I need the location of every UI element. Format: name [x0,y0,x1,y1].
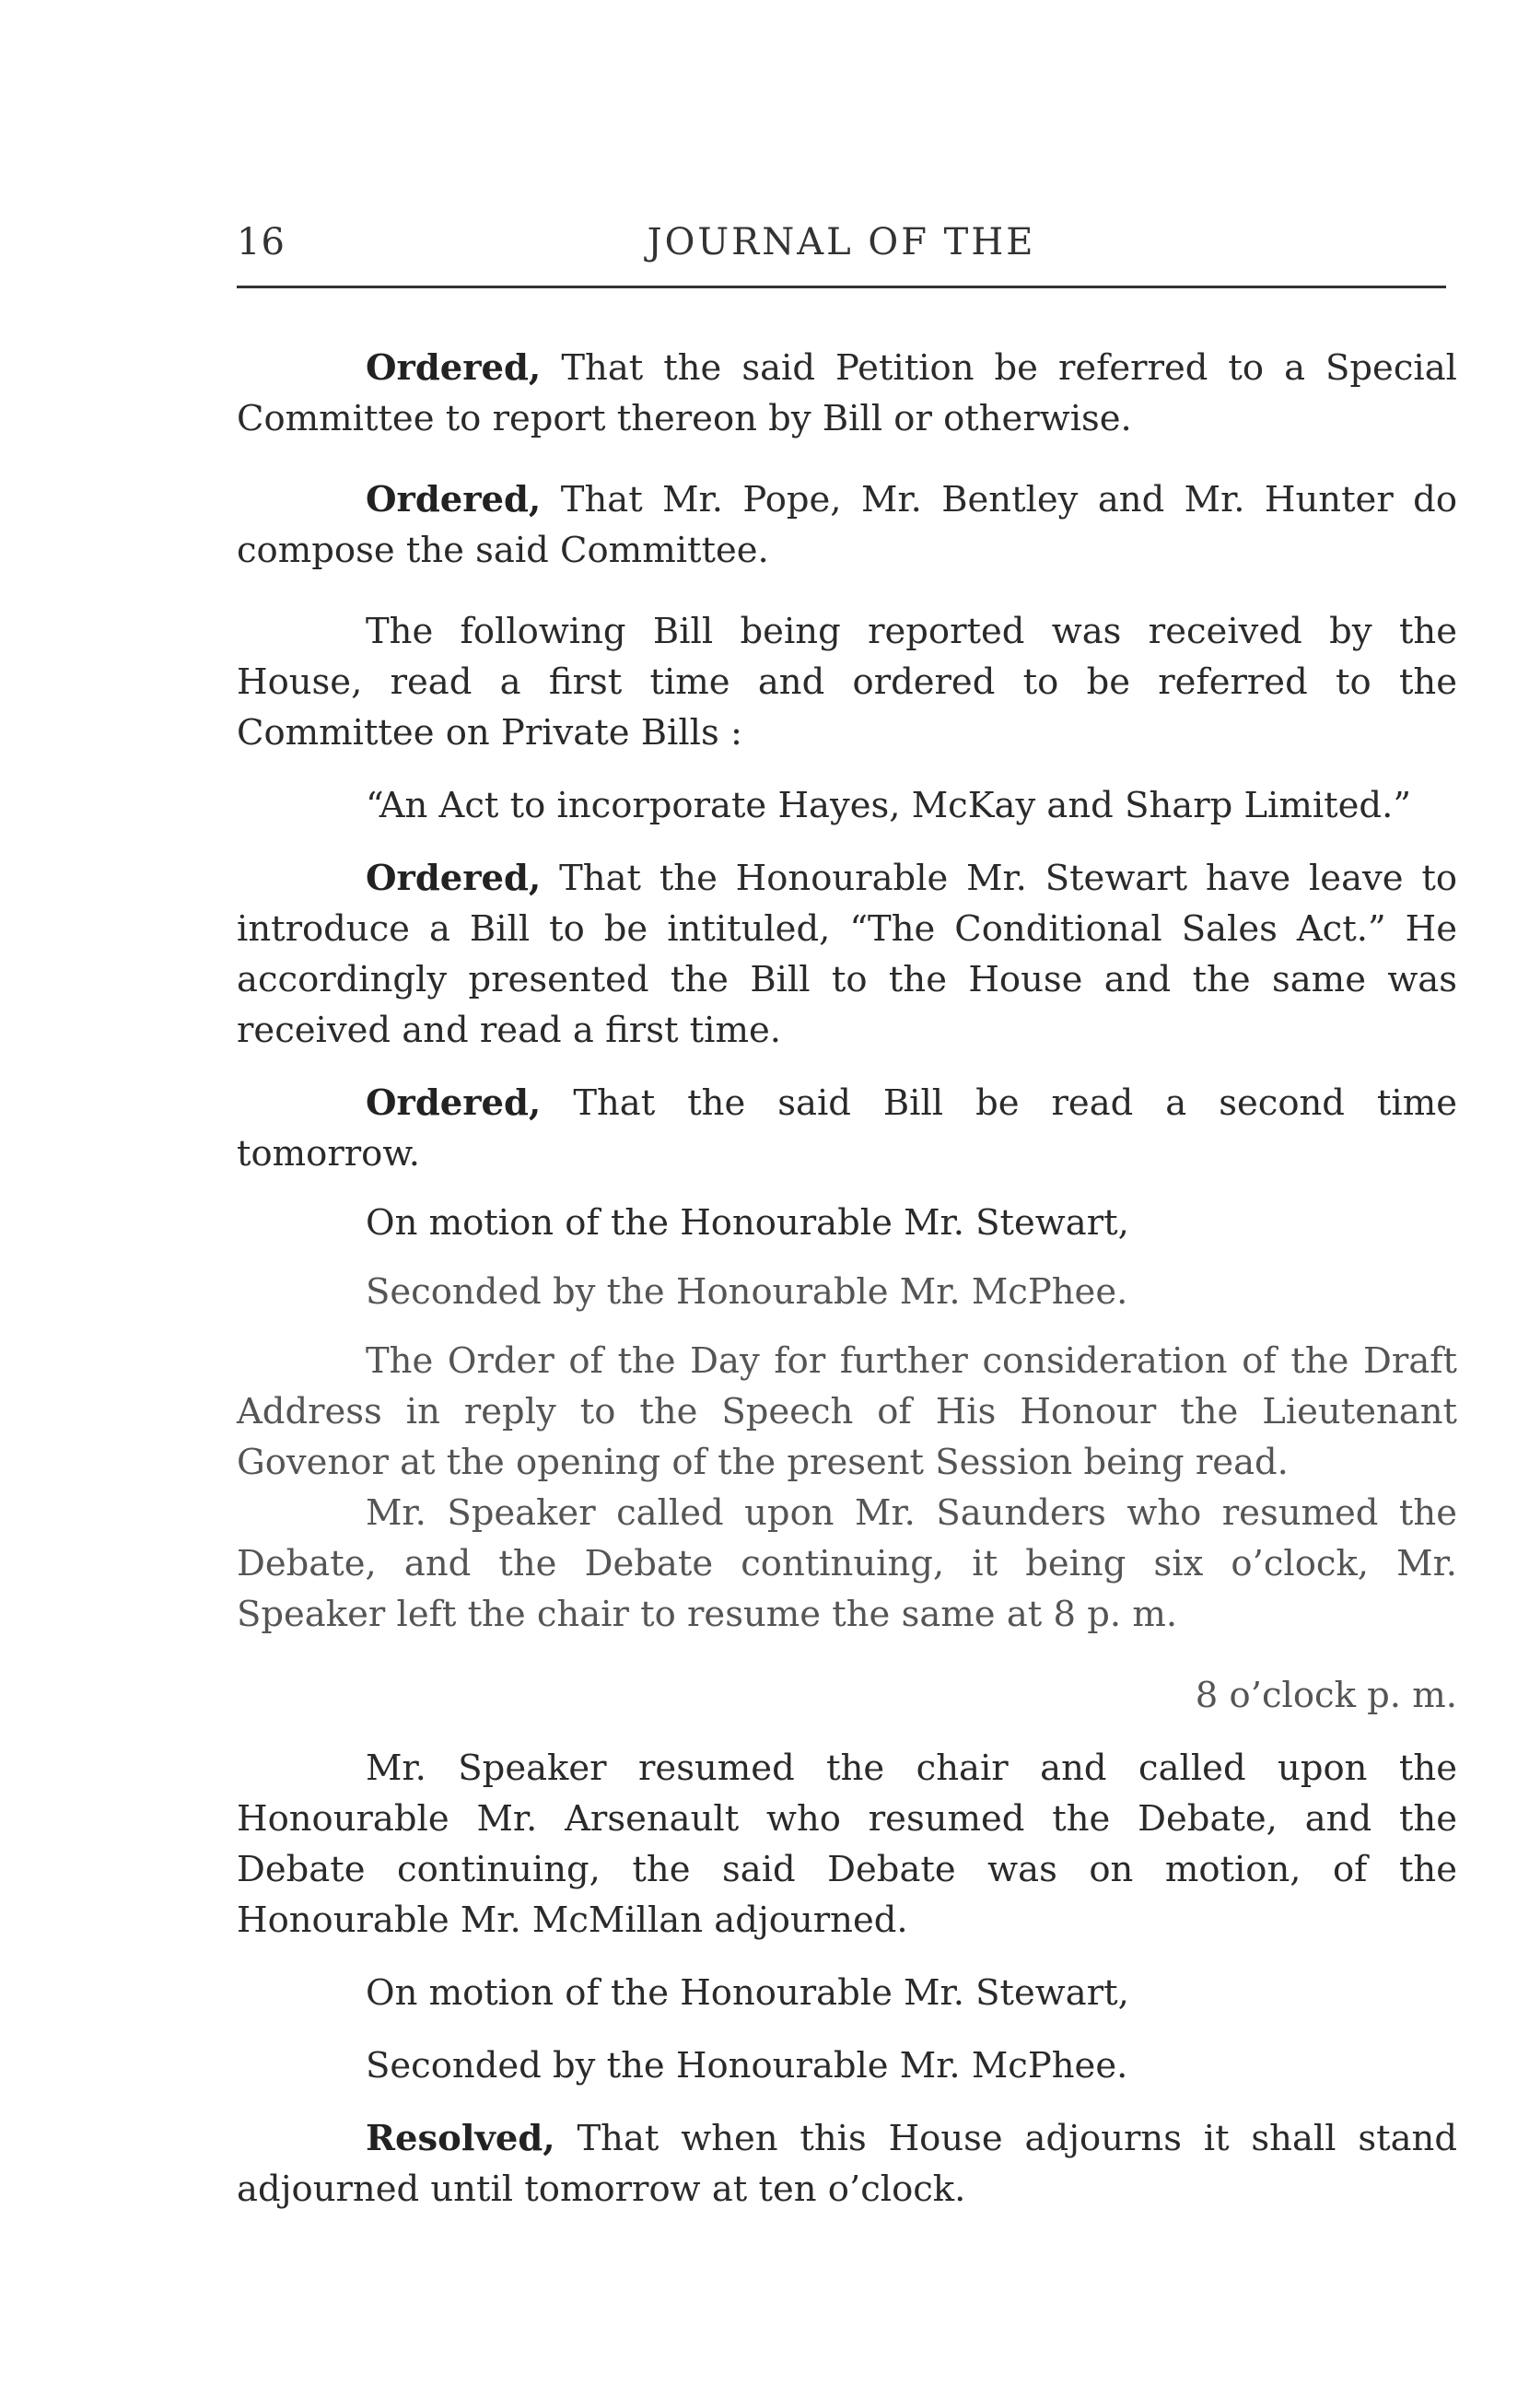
paragraph-text: “An Act to incorporate Hayes, McKay and Sharp Limited.” [366,785,1411,826]
ordered-label: Ordered, [366,1082,542,1124]
page-header [237,221,1446,276]
paragraph-ordered-conditional-sales [237,853,1457,1056]
paragraph-ordered-second-reading [237,1078,1457,1179]
paragraph-text: That the said Petition be referred to a Special Committee to report thereon by Bill or otherwise. [237,347,1457,439]
paragraph-text: On motion of the Honourable Mr. Stewart, [366,1202,1129,1244]
paragraph-text: Mr. Speaker resumed the chair and called upon the Honourable Mr. Arsenault who resumed the Debate, and the Debate continuing, the said Debate was on motion, of the Honourable Mr. McMillan adjourned. [237,1748,1457,1941]
paragraph-text: That the Honourable Mr. Stewart have leave to introduce a Bill to be intituled, “The Conditional Sales Act.” He accordingly presented the Bill to the House and the same was received and read a first time. [237,858,1457,1051]
paragraph-text: On motion of the Honourable Mr. Stewart, [366,1972,1129,2014]
resolved-label: Resolved, [366,2118,555,2159]
paragraph-motion [237,1198,1457,1248]
paragraph-bill-reported [237,606,1457,758]
paragraph-speaker-saunders [237,1488,1457,1640]
ordered-label: Ordered, [366,347,542,389]
paragraph-speaker-arsenault [237,1743,1457,1946]
paragraph-text: That Mr. Pope, Mr. Bentley and Mr. Hunter do compose the said Committee. [237,479,1457,571]
running-head: JOURNAL OF THE [647,221,1036,263]
paragraph-text: The following Bill being reported was received by the House, read a first time and ordered to be referred to the Committee on Private Bills : [237,611,1457,754]
journal-body [237,343,1457,2215]
paragraph-text: Seconded by the Honourable Mr. McPhee. [366,1271,1128,1313]
paragraph-resolved [237,2113,1457,2215]
paragraph-ordered-committee [237,474,1457,576]
paragraph-seconded [237,1267,1457,1317]
paragraph-text: 8 o’clock p. m. [1195,1675,1457,1716]
paragraph-ordered-petition [237,343,1457,444]
paragraph-order-of-day [237,1336,1457,1488]
paragraph-text: Mr. Speaker called upon Mr. Saunders who resumed the Debate, and the Debate continuing, it being six o’clock, Mr. Speaker left the chair to resume the same at 8 p. m. [237,1492,1457,1635]
page-number: 16 [237,221,286,263]
header-rule [237,286,1446,288]
paragraph-text: That when this House adjourns it shall stand adjourned until tomorrow at ten o’clock. [237,2118,1457,2210]
time-marker [237,1670,1457,1721]
paragraph-motion [237,1968,1457,2018]
paragraph-text: Seconded by the Honourable Mr. McPhee. [366,2045,1128,2087]
paragraph-text: The Order of the Day for further consideration of the Draft Address in reply to the Speech of His Honour the Lieutenant Govenor at the opening of the present Session being read. [237,1340,1457,1483]
ordered-label: Ordered, [366,479,542,520]
paragraph-text: That the said Bill be read a second time tomorrow. [237,1082,1457,1175]
ordered-label: Ordered, [366,858,542,899]
paragraph-seconded [237,2040,1457,2091]
paragraph-act-title [237,780,1457,831]
